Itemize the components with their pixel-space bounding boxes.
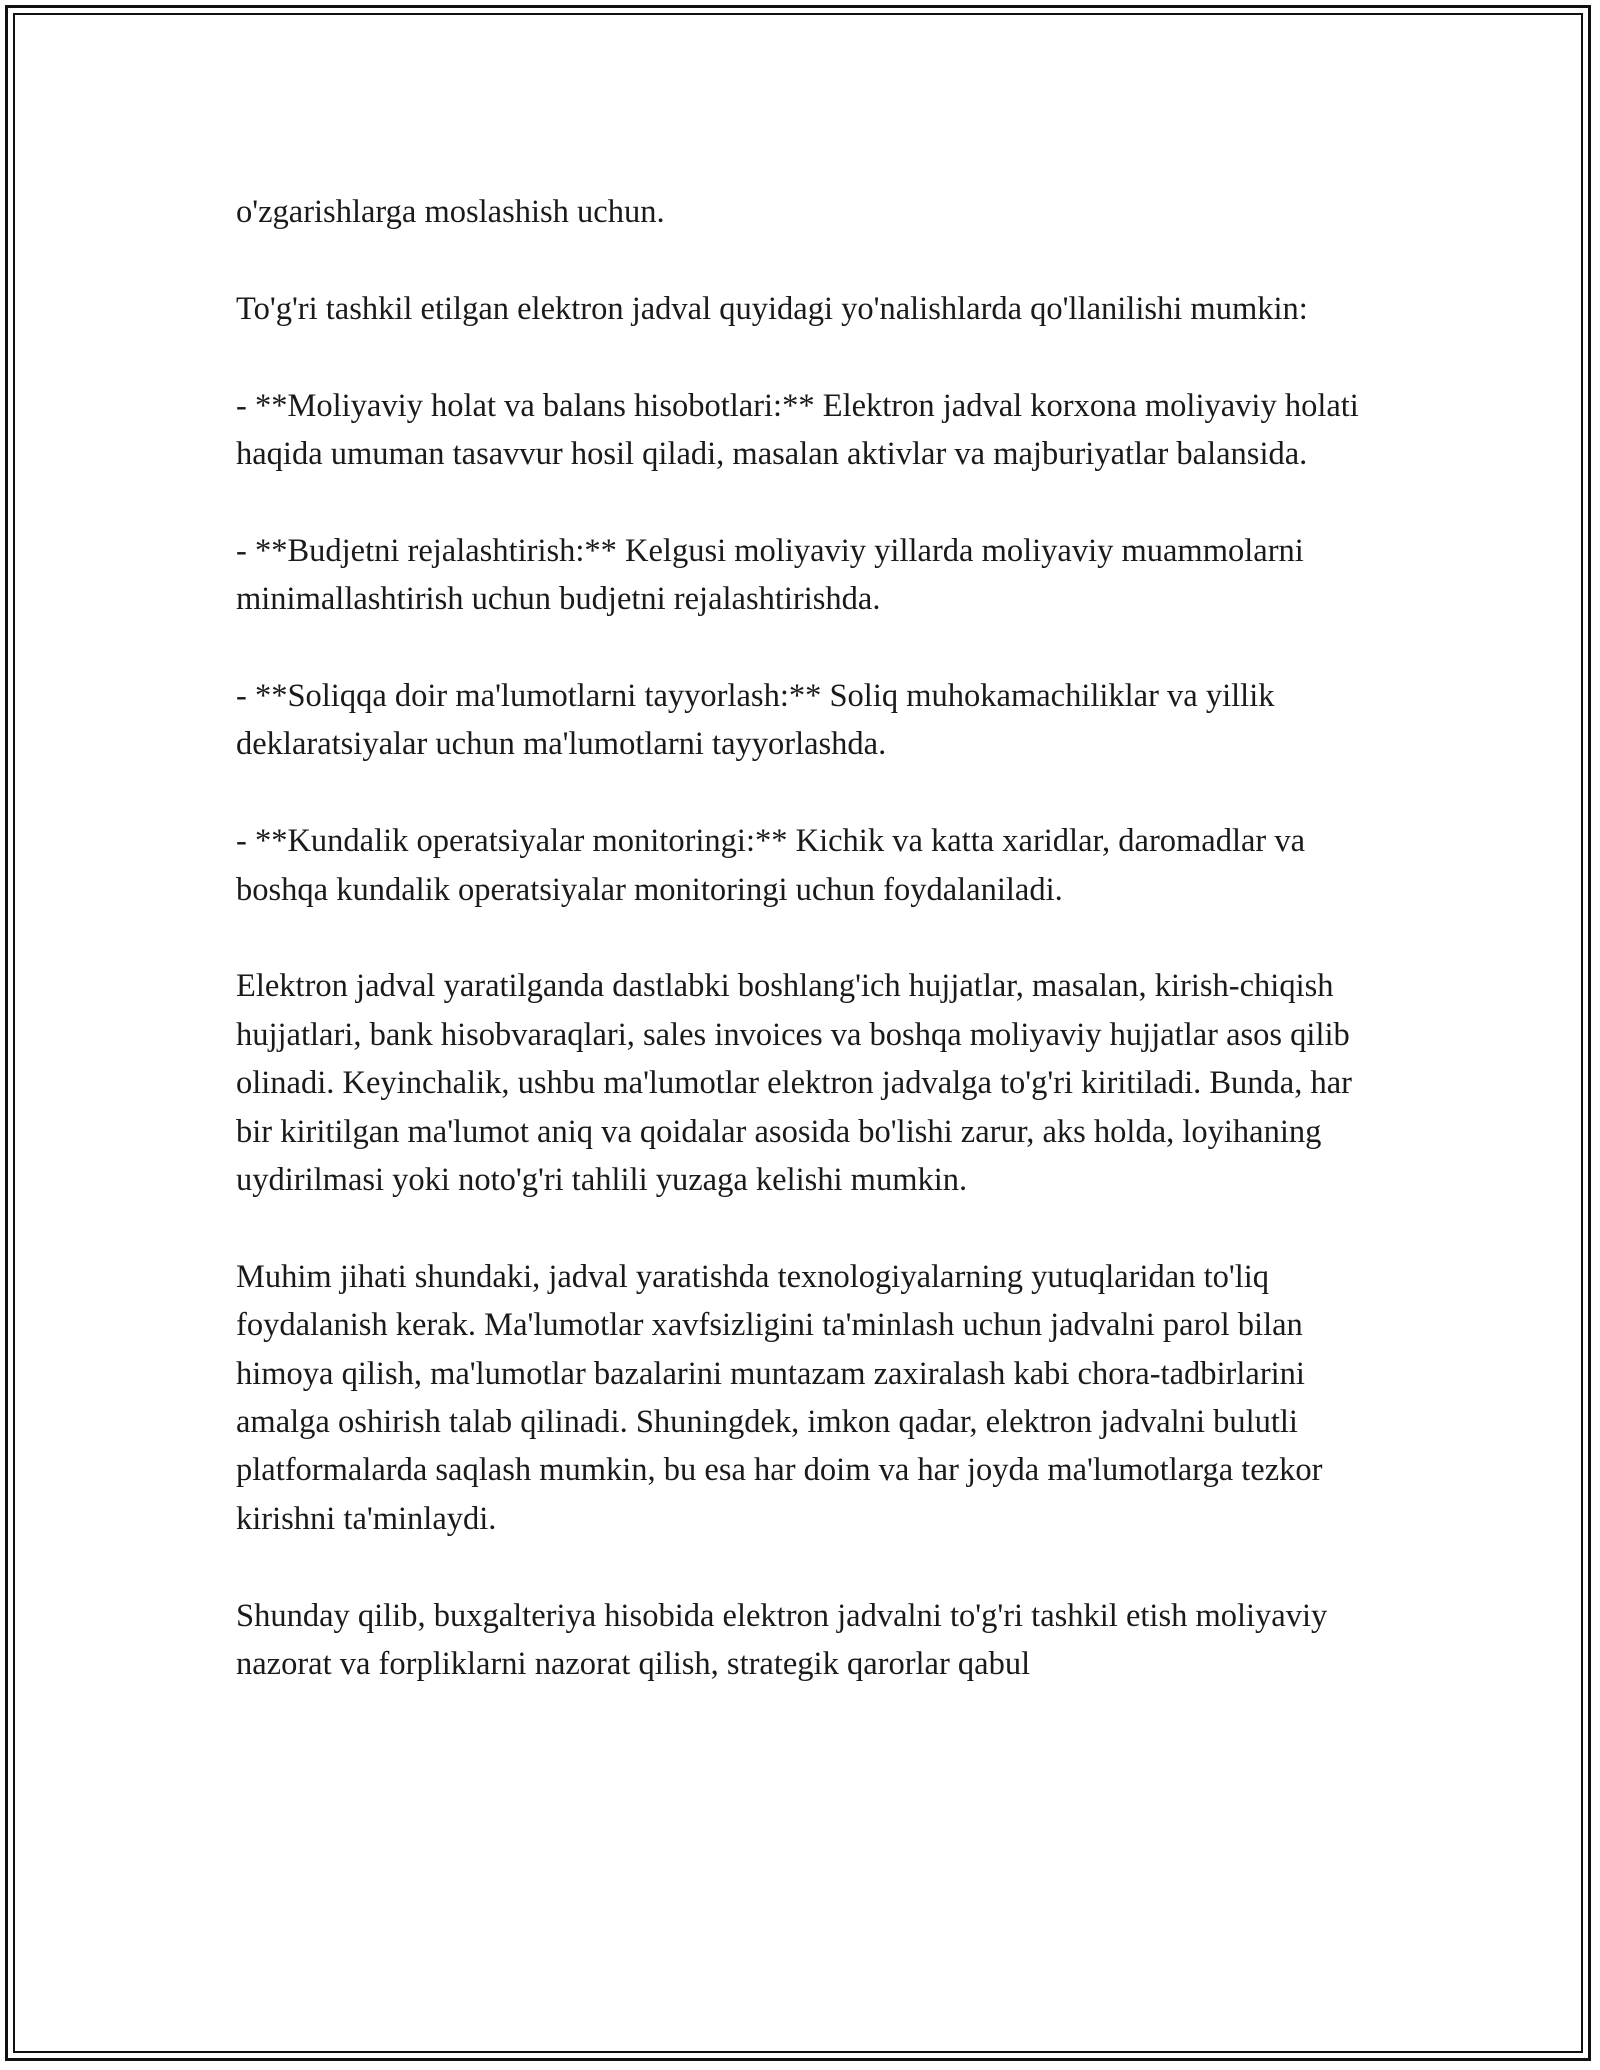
list-item-budget-planning: - **Budjetni rejalashtirish:** Kelgusi moliyaviy yillarda moliyaviy muammolarni minimallashtirish uchun budjetni rejalashtirishda. bbox=[236, 532, 1304, 618]
paragraph-conclusion: Shunday qilib, buxgalteriya hisobida elektron jadvalni to'g'ri tashkil etish moliyaviy nazorat va forpliklarni nazorat qilish, strategik qarorlar qabul bbox=[236, 1597, 1328, 1683]
document-body bbox=[236, 188, 1386, 1688]
paragraph-continuation: o'zgarishlarga moslashish uchun. bbox=[236, 194, 665, 230]
list-item-tax-data: - **Soliqqa doir ma'lumotlarni tayyorlash:** Soliq muhokamachiliklar va yillik deklaratsiyalar uchun ma'lumotlarni tayyorlashda. bbox=[236, 678, 1275, 763]
paragraph-technology-security: Muhim jihati shundaki, jadval yaratishda texnologiyalarning yutuqlaridan to'liq foydalanish kerak. Ma'lumotlar xavfsizligini ta'minlash uchun jadvalni parol bilan himoya qilish, ma'lumotlar bazalarini muntazam zaxiralash kabi chora-tadbirlarini amalga oshirish talab qilinadi. Shuningdek, imkon qadar, elektron jadvalni bulutli platformalarda saqlash mumkin, bu esa har doim va har joyda ma'lumotlarga tezkor kirishni ta'minlaydi. bbox=[236, 1258, 1323, 1537]
list-item-daily-monitoring: - **Kundalik operatsiyalar monitoringi:** Kichik va katta xaridlar, daromadlar va boshqa kundalik operatsiyalar monitoringi uchun foydalaniladi. bbox=[236, 823, 1306, 908]
paragraph-intro: To'g'ri tashkil etilgan elektron jadval quyidagi yo'nalishlarda qo'llanilishi mumkin: bbox=[236, 290, 1308, 327]
paragraph-source-documents: Elektron jadval yaratilganda dastlabki boshlang'ich hujjatlar, masalan, kirish-chiqish hujjatlari, bank hisobvaraqlari, sales invoices va boshqa moliyaviy hujjatlar asos qilib olinadi. Keyinchalik, ushbu ma'lumotlar elektron jadvalga to'g'ri kiritiladi. Bunda, har bir kiritilgan ma'lumot aniq va qoidalar asosida bo'lishi zarur, aks holda, loyihaning uydirilmasi yoki noto'g'ri tahlili yuzaga kelishi mumkin. bbox=[236, 968, 1352, 1199]
list-item-balance-reports: - **Moliyaviy holat va balans hisobotlari:** Elektron jadval korxona moliyaviy holati haqida umuman tasavvur hosil qiladi, masalan aktivlar va majburiyatlar balansida. bbox=[236, 387, 1359, 472]
